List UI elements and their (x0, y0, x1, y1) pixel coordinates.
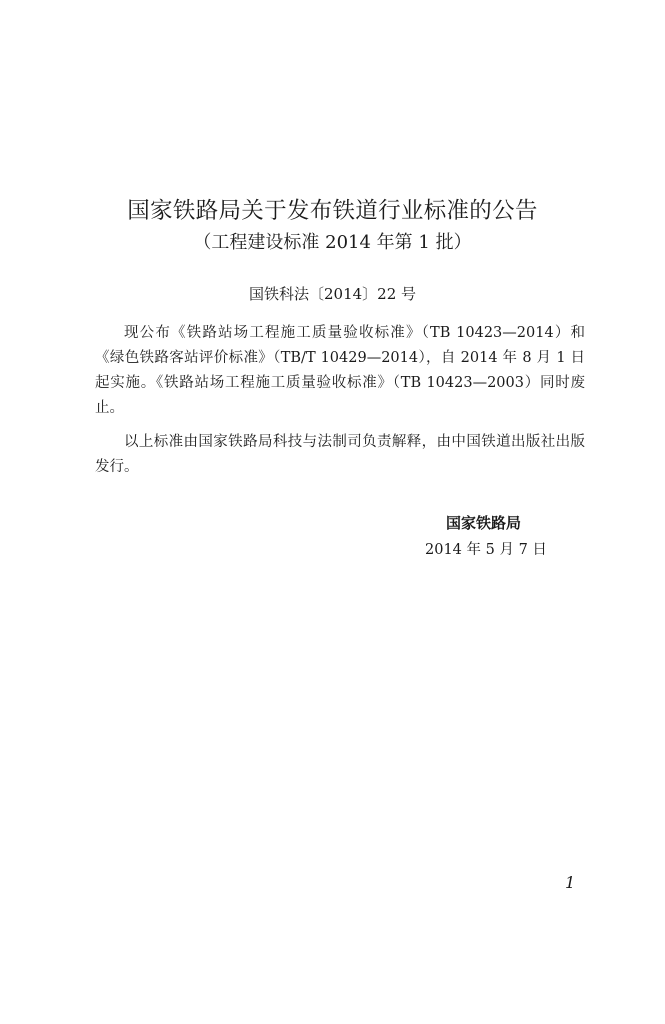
document-number: 国铁科法〔2014〕22 号 (248, 285, 417, 303)
issue-date: 2014 年 5 月 7 日 (425, 542, 547, 558)
page-number: 1 (565, 873, 576, 892)
issuer-signature: 国家铁路局 (446, 514, 522, 532)
page-subtitle: （工程建设标准 2014 年第 1 批） (193, 232, 472, 253)
page-title: 国家铁路局关于发布铁道行业标准的公告 (127, 198, 538, 224)
body-paragraph-1: 现公布《铁路站场工程施工质量验收标准》（TB 10423—2014）和《绿色铁路客站评价标准》（TB/T 10429—2014），自 2014 年 8 月 1 日起实施。《铁路站场工程施工质量验收标准》（TB 10423—2003）同时废止。 (95, 325, 585, 416)
body-paragraph-2: 以上标准由国家铁路局科技与法制司负责解释，由中国铁道出版社出版发行。 (95, 434, 585, 475)
